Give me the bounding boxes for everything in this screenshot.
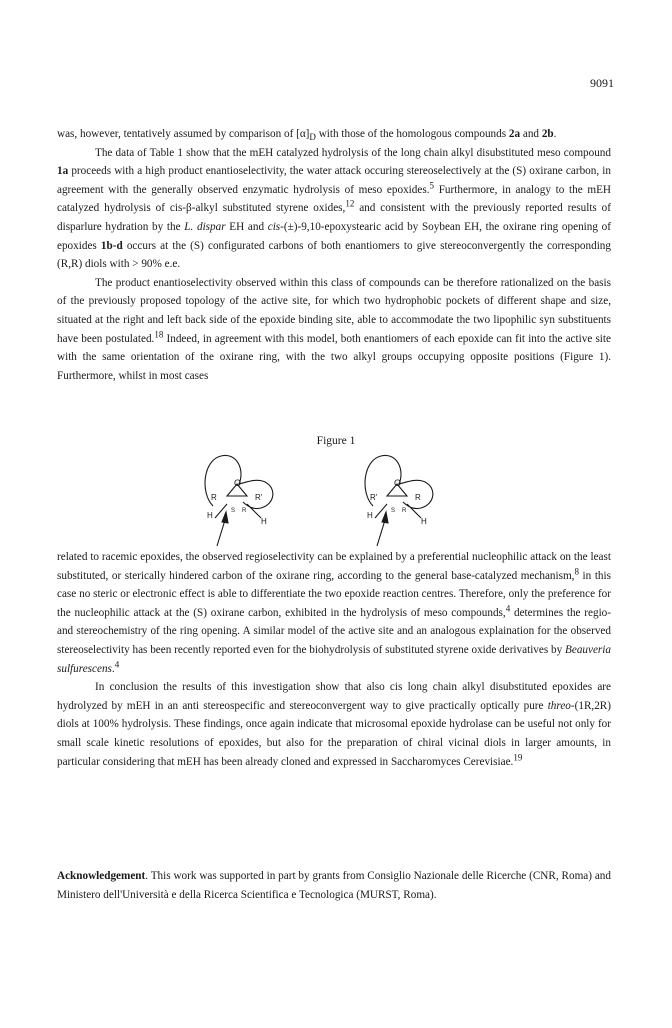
right-substituent-r-prime: R' <box>370 493 378 502</box>
acknowledgement-title: Acknowledgement <box>57 870 146 882</box>
right-oxygen-label: O <box>394 478 402 488</box>
left-substituent-r: R <box>211 493 217 502</box>
body-text-lower <box>57 548 611 771</box>
right-attack-arrow <box>377 520 385 546</box>
body-text-upper <box>57 125 611 385</box>
left-r-label: R <box>242 508 247 514</box>
right-r-label: R <box>402 508 407 514</box>
left-attack-arrow <box>217 520 225 546</box>
left-oxygen-label: O <box>234 478 242 488</box>
left-substituent-r-prime: R' <box>255 493 263 502</box>
paragraph-5: In conclusion the results of this investigation show that also cis long chain alkyl disubstituted epoxides are hydrolyzed by mEH in an anti stereospecific and stereoconvergent way to give practically optically pure threo-(1R,2R) diols at 100% hydrolysis. These findings, once again indicate that microsomal epoxide hydrolase can be useful not only for small scale kinetic resolutions of epoxides, but also for the preparation of chiral vicinal diols in larger amounts, in particular considering that mEH has been already cloned and expressed in Saccharomyces Cerevisiae.$^{19}$ <box>57 681 611 768</box>
acknowledgement-text: . This work was supported in part by grants from Consiglio Nazionale delle Ricerche (CNR, Roma) and Ministero dell'Università e della Ricerca Scientifica e Tecnologica (MURST, Roma). <box>57 870 611 901</box>
right-h1-label: H <box>367 511 373 520</box>
right-substituent-r: R <box>415 493 421 502</box>
left-s-label: S <box>231 508 236 514</box>
acknowledgement <box>57 867 611 904</box>
paragraph-2: The data of Table 1 show that the mEH catalyzed hydrolysis of the long chain alkyl disubstituted meso compound 1a proceeds with a high product enantioselectivity, the water attack occuring stereoselectively at the (S) oxirane carbon, in agreement with the generally observed enzymatic hydrolysis of meso epoxides.$^5$ Furthermore, in analogy to the mEH catalyzed hydrolysis of cis-β-alkyl substituted styrene oxides,$^{12}$ and consistent with the previously reported results of disparlure hydration by the L. dispar EH and cis-(±)-9,10-epoxystearic acid by Soybean EH, the oxirane ring opening of epoxides 1b-d occurs at the (S) configurated carbons of both enantiomers to give stereoconvergently the corresponding (R,R) diols with > 90% e.e. <box>57 146 612 271</box>
page-number: 9091 <box>590 76 614 90</box>
paragraph-1: was, however, tentatively assumed by comparison of $[\alpha]_D$ with those of the homologous compounds 2a and 2b. <box>57 128 557 143</box>
right-h2-label: H <box>421 517 427 526</box>
right-s-label: S <box>391 508 396 514</box>
paragraph-3: The product enantioselectivity observed within this class of compounds can be therefore rationalized on the basis of the previously proposed topology of the active site, for which two hydrophobic pockets of different shape and size, situated at the right and left back side of the epoxide binding site, able to accommodate the two lipophilic syn substituents have been postulated.$^{18}$ Indeed, in agreement with this model, both enantiomers of each epoxide can fit into the active site with the same orientation of the oxirane ring, with the two alkyl groups occupying opposite positions (Figure 1). Furthermore, whilst in most cases <box>57 276 611 382</box>
figure-caption: Figure 1 <box>316 435 356 447</box>
left-h2-label: H <box>261 517 267 526</box>
figure-1-diagram <box>195 448 480 548</box>
left-h1-label: H <box>207 511 213 520</box>
paragraph-4: related to racemic epoxides, the observed regioselectivity can be explained by a preferential nucleophilic attack on the least substituted, or sterically hindered carbon of the oxirane ring, according to the general base-catalyzed mechanism,$^8$ in this case no steric or electronic effect is able to differentiate the two epoxide reaction centres. Therefore, only the preference for the nucleophilic attack at the (S) oxirane carbon, exhibited in the hydrolysis of meso compounds,$^4$ determines the regio- and stereochemistry of the ring opening. A similar model of the active site and an analogous explaination for the observed stereoselectivity has been recently reported even for the biohydrolysis of substituted styrene oxide derivatives by Beauveria sulfurescens.$^4$ <box>57 551 611 675</box>
